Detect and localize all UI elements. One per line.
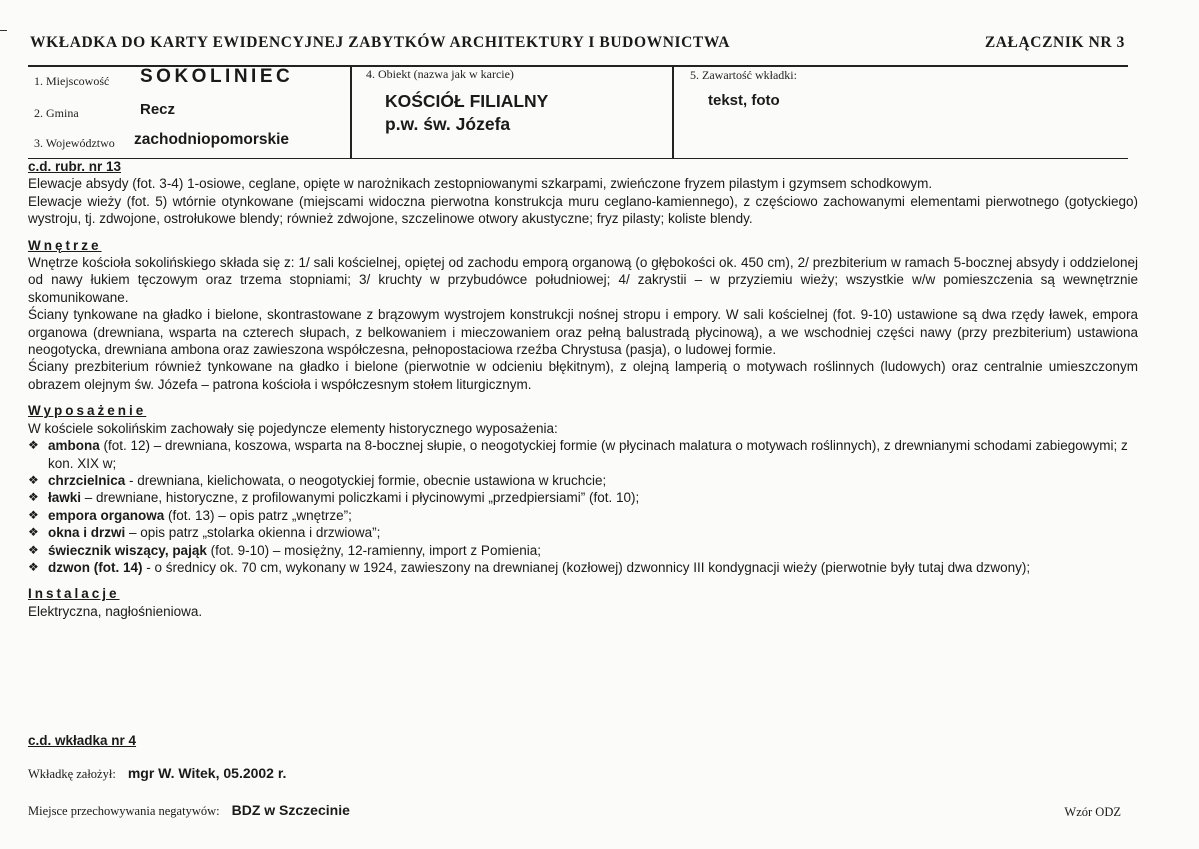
item-name: chrzcielnica [48,472,126,488]
paragraph-wieza: Elewacje wieży (fot. 5) wtórnie otynkowane (miejscami widoczna pierwotna konstrukcja muru ceglano-kamiennego), z częściowo zachowanymi elementami pierwotnego (gotyckiego) wystroju, tj. zdwojone, ostrołukowe blendy; również zdwojone, szczelinowe otwory akustyczne; fryz pilasty; koliste blendy. [28,193,1138,227]
negatives-value: BDZ w Szczecinie [231,802,350,818]
paragraph-wnetrze-3: Ściany prezbiterium również tynkowane na gładko i bielone (pierwotnie w odcieniu błękitnym), z olejną lamperią o motywach roślinnych (ludowych) oraz centralnie umieszczonym obrazem olejnym św. Józefa – patrona kościoła i współczesnym stołem liturgicznym. [28,359,1138,392]
gmina-label: 2. Gmina [34,106,79,120]
paragraph-absyda: Elewacje absydy (fot. 3-4) 1-osiowe, ceglane, opięte w narożnikach zestopniowanymi szkarpami, zwieńczone fryzem pilastym i gzymsem schodkowym. [28,176,933,192]
item-name: okna i drzwi [48,525,126,541]
item-description: - o średnicy ok. 70 cm, wykonany w 1924, zawieszony na drewnianej (kozłowej) dzwonnicy III kondygnacji wieży (pierwotnie były tutaj dwa dzwony); [142,559,1031,575]
section-heading-wyposazenie: Wyposażenie [28,403,147,419]
list-item [28,489,1138,506]
author-value: mgr W. Witek, 05.2002 r. [127,765,287,781]
negatives-label: Miejsce przechowywania negatywów: [28,804,220,818]
equipment-list [28,437,1138,576]
item-name: ambona [48,438,100,454]
gmina-value: Recz [140,101,176,118]
list-item [28,472,1138,489]
wojewodztwo-label: 3. Województwo [34,136,115,150]
paragraph-wnetrze-2: Ściany tynkowane na gładko i bielone, skontrastowane z brązowym wystrojem konstrukcji nośnej stropu i empory. W sali kościelnej (fot. 9-10) ustawione są dwa rzędy ławek, empora organowa (drewniana, wsparta na czterech słupach, z belkowaniem i mieczowaniem oraz pełną balustradą płycinową), a we wschodniej części nawy (przy prezbiterium) ustawiona neogotycka, drewniana ambona oraz zawieszona współczesna, pełnopostaciowa rzeźba Chrystusa (pasja), o ludowej formie. [28,307,1138,358]
diamond-bullet-icon: ❖ [28,438,39,453]
item-name: dzwon (fot. 14) [48,559,143,575]
item-name: świecznik wiszący, pająk [48,542,207,558]
section-heading-rubr13: c.d. rubr. nr 13 [28,159,122,174]
next-insert-reference: c.d. wkładka nr 4 [28,733,137,748]
paragraph-wnetrze-1: Wnętrze kościoła sokolińskiego składa się z: 1/ sali kościelnej, opiętej od zachodu emporą organową (o głębokości ok. 450 cm), 2/ prezbiterium w ramach 5-bocznej absydy i oddzielonej od nawy łukiem tęczowym oraz trzema stopniami; 3/ kruchty w przybudówce południowej; 4/ zakrystii – w przyziemiu wieży; wszystkie w/w pomieszczenia są wewnętrznie skomunikowane. [28,255,1138,305]
obiekt-name-line1: KOŚCIÓŁ FILIALNY [385,91,549,111]
diamond-bullet-icon: ❖ [28,542,39,557]
item-name: ławki [48,490,82,506]
list-item [28,559,1138,576]
form-title: WKŁADKA DO KARTY EWIDENCYJNEJ ZABYTKÓW ARCHITEKTURY I BUDOWNICTWA [30,34,731,51]
item-description: – opis patrz „stolarka okienna i drzwiowa”; [125,525,381,541]
page-edge-mark [0,30,7,31]
item-description: (fot. 9-10) – mosiężny, 12-ramienny, import z Pomienia; [206,542,541,558]
diamond-bullet-icon: ❖ [28,559,39,574]
author-row [28,765,286,783]
zawartosc-label: 5. Zawartość wkładki: [690,68,797,82]
diamond-bullet-icon: ❖ [28,525,39,540]
diamond-bullet-icon: ❖ [28,472,39,487]
list-item [28,524,1138,541]
form-header [30,34,1125,54]
item-description: (fot. 13) – opis patrz „wnętrze”; [164,507,352,523]
miejscowosc-label: 1. Miejscowość [34,74,110,88]
insert-content [28,158,1138,620]
wojewodztwo-value: zachodniopomorskie [134,131,290,148]
list-item [28,507,1138,524]
miejscowosc-value: SOKOLINIEC [140,66,294,87]
item-description: (fot. 12) – drewniana, koszowa, wsparta na 8-bocznej słupie, o neogotyckiej formie (w płycinach malatura o motywach roślinnych), z drewnianymi schodami zabiegowymi; z kon. XIX w; [48,438,1128,471]
diamond-bullet-icon: ❖ [28,490,39,505]
obiekt-name-line2: p.w. św. Józefa [385,114,511,134]
item-name: empora organowa [48,507,165,523]
obiekt-label: 4. Obiekt (nazwa jak w karcie) [366,67,514,81]
paragraph-wyposazenie-intro: W kościele sokolińskim zachowały się pojedyncze elementy historycznego wyposażenia: [28,420,558,436]
item-description: - drewniana, kielichowata, o neogotyckiej formie, obecnie ustawiona w kruchcie; [125,472,607,488]
item-description: – drewniane, historyczne, z profilowanymi policzkami i płycinowymi „przedpiersiami” (fot. 10); [81,490,640,506]
attachment-number: ZAŁĄCZNIK NR 3 [984,34,1125,51]
list-item [28,542,1138,559]
zawartosc-value: tekst, foto [708,92,780,109]
paragraph-instalacje: Elektryczna, nagłośnieniowa. [28,603,203,619]
diamond-bullet-icon: ❖ [28,507,39,522]
list-item [28,437,1138,472]
author-label: Wkładkę założył: [28,767,116,781]
negatives-row [28,802,350,820]
form-template-code: Wzór ODZ [1064,805,1121,819]
field-divider [672,67,674,158]
identification-fields [28,65,1128,159]
section-heading-wnetrze: Wnętrze [28,237,102,253]
field-divider [350,67,352,158]
section-heading-instalacje: Instalacje [28,586,120,602]
